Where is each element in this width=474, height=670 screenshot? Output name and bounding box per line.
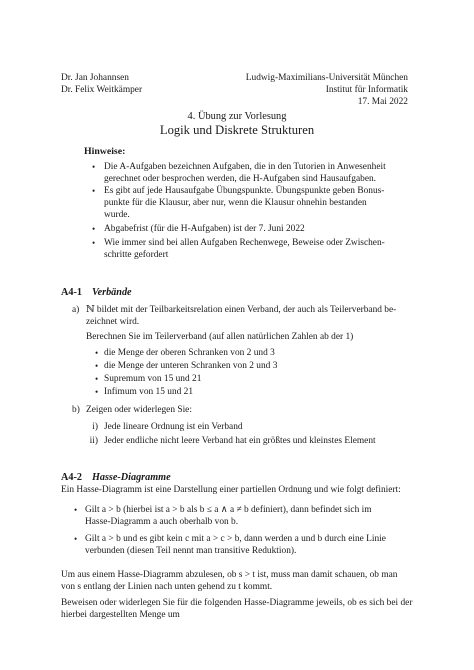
hint-1-line-1: Die A-Aufgaben bezeichnen Aufgaben, die in den Tutorien in Anwesenheit bbox=[104, 162, 386, 172]
hint-3-line-1: Abgabefrist (für die H-Aufgaben) ist der 7. Juni 2022 bbox=[104, 224, 305, 234]
a42-intro: Ein Hasse-Diagramm ist eine Darstellung einer partiellen Ordnung und wie folgt definiert: bbox=[61, 485, 401, 495]
a42-para-1-line-2: von s entlang der Linien nach unten gehend zu t kommt. bbox=[61, 582, 273, 592]
title-line-2: Logik und Diskrete Strukturen bbox=[159, 123, 315, 137]
a42-item-1-line-1: Gilt a > b (hierbei ist a > b als b ≤ a ∧ a ≠ b definiert), dann befindet sich im bbox=[85, 505, 372, 515]
a42-item-1-line-2: Hasse-Diagramm a auch oberhalb von b. bbox=[85, 517, 239, 527]
bullet-icon: • bbox=[95, 387, 99, 397]
bullet-icon: • bbox=[74, 534, 78, 544]
bullet-icon: • bbox=[92, 186, 96, 196]
a42-para-2-line-1: Beweisen oder widerlegen Sie für die folgenden Hasse-Diagramme jeweils, ob es sich bei der bbox=[61, 598, 413, 608]
bullet-icon: • bbox=[95, 374, 99, 384]
section-name: Verbände bbox=[91, 287, 132, 298]
date: 17. Mai 2022 bbox=[357, 97, 408, 107]
hint-4-line-1: Wie immer sind bei allen Aufgaben Rechenwege, Beweise oder Zwischen- bbox=[104, 238, 385, 248]
bullet-icon: • bbox=[92, 238, 96, 248]
list-item: die Menge der unteren Schranken von 2 und 3 bbox=[104, 361, 278, 371]
part-b-ii-text: Jeder endliche nicht leere Verband hat ein größtes und kleinstes Element bbox=[104, 436, 376, 446]
part-b-label: b) bbox=[72, 405, 80, 415]
list-item: Infimum von 15 und 21 bbox=[104, 387, 194, 397]
hints-heading: Hinweise: bbox=[84, 146, 126, 157]
institute: Institut für Informatik bbox=[325, 85, 408, 95]
list-item: Supremum von 15 und 21 bbox=[104, 374, 202, 384]
part-a-line-3: Berechnen Sie im Teilerverband (auf allen natürlichen Zahlen ab der 1) bbox=[86, 332, 354, 342]
section-name: Hasse-Diagramme bbox=[91, 472, 171, 483]
a42-para-2-line-2: hierbei dargestellten Menge um bbox=[61, 610, 180, 620]
title-line-1: 4. Übung zur Vorlesung bbox=[187, 111, 287, 122]
part-b-i-text: Jede lineare Ordnung ist ein Verband bbox=[104, 422, 243, 432]
bullet-icon: • bbox=[95, 361, 99, 371]
part-a-line-2: zeichnet wird. bbox=[86, 317, 140, 327]
a42-para-1-line-1: Um aus einem Hasse-Diagramm abzulesen, ob s > t ist, muss man damit schauen, ob man bbox=[61, 570, 398, 580]
hint-1-line-2: gerechnet oder besprochen werden, die H-Aufgaben sind Hausaufgaben. bbox=[104, 174, 377, 184]
section-number: A4-2 bbox=[61, 472, 82, 483]
a42-item-2-line-1: Gilt a > b und es gibt kein c mit a > c > b, dann werden a und b durch eine Linie bbox=[85, 534, 386, 544]
list-item: die Menge der oberen Schranken von 2 und 3 bbox=[104, 348, 275, 358]
a42-item-2-line-2: verbunden (diesen Teil nennt man transitive Reduktion). bbox=[85, 546, 297, 556]
part-a-line-1: ℕ bildet mit der Teilbarkeitsrelation einen Verband, der auch als Teilerverband be- bbox=[86, 305, 397, 315]
author-1: Dr. Jan Johannsen bbox=[61, 73, 129, 83]
hint-2-line-1: Es gibt auf jede Hausaufgabe Übungspunkte. Übungspunkte geben Bonus- bbox=[104, 186, 385, 196]
bullet-icon: • bbox=[92, 162, 96, 172]
bullet-icon: • bbox=[74, 505, 78, 515]
part-a-label: a) bbox=[72, 305, 80, 315]
hint-2-line-2: punkte für die Klausur, aber nur, wenn die Klausur ohnehin bestanden bbox=[104, 198, 367, 208]
section-number: A4-1 bbox=[61, 287, 82, 298]
part-b-i-label: i) bbox=[92, 422, 98, 432]
part-b-ii-label: ii) bbox=[89, 436, 98, 446]
hint-2-line-3: wurde. bbox=[104, 210, 130, 220]
section-a41-heading bbox=[61, 282, 132, 300]
bullet-icon: • bbox=[92, 224, 96, 234]
author-2: Dr. Felix Weitkämper bbox=[61, 85, 143, 95]
bullet-icon: • bbox=[95, 348, 99, 358]
part-b-line: Zeigen oder widerlegen Sie: bbox=[86, 405, 192, 415]
hint-4-line-2: schritte gefordert bbox=[104, 250, 169, 260]
section-a42-heading bbox=[61, 467, 171, 485]
university: Ludwig-Maximilians-Universität München bbox=[245, 73, 408, 83]
